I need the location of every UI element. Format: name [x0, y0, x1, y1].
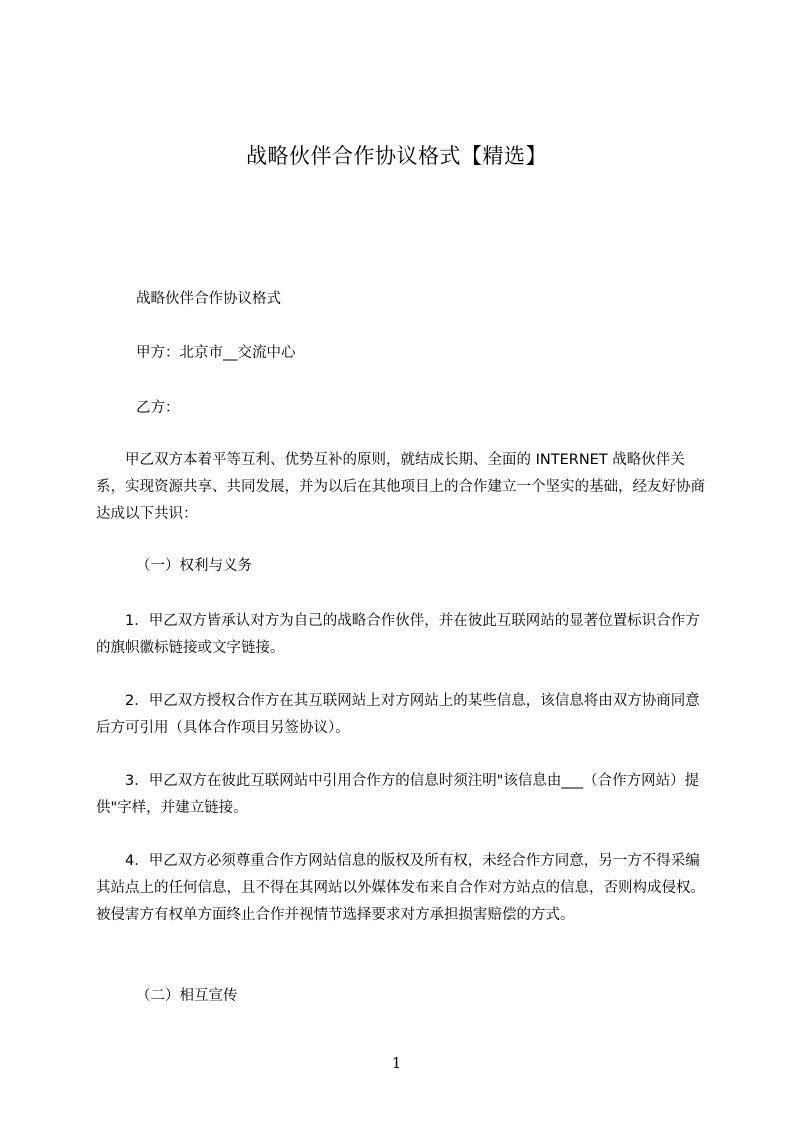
- document-title: 战略伙伴合作协议格式【精选】: [246, 144, 547, 168]
- clause-4-paragraph: 4．甲乙双方必须尊重合作方网站信息的版权及所有权，未经合作方同意，另一方不得采编其站点上的任何信息，且不得在其网站以外媒体发布来自合作对方站点的信息，否则构成侵权。被侵害方有权单方面终止合作并视情节选择要求对方承担损害赔偿的方式。: [96, 853, 705, 923]
- intro-paragraph: 甲乙双方本着平等互利、优势互补的原则，就结成长期、全面的 INTERNET 战略伙伴关系，实现资源共享、共同发展，并为以后在其他项目上的合作建立一个坚实的基础，经友好协商达成以下共识：: [96, 452, 705, 522]
- party-a-line: 甲方：北京市__交流中心: [136, 345, 296, 361]
- section-heading-promotion: （二）相互宣传: [136, 988, 238, 1004]
- section-heading-rights: （一）权利与义务: [136, 558, 252, 574]
- clause-1-paragraph: 1．甲乙双方皆承认对方为自己的战略合作伙伴，并在彼此互联网站的显著位置标识合作方的旗帜徽标链接或文字链接。: [96, 613, 700, 656]
- page-number: 1: [391, 1054, 402, 1072]
- party-b-line: 乙方：: [136, 400, 180, 416]
- clause-3-paragraph: 3．甲乙双方在彼此互联网站中引用合作方的信息时须注明"该信息由___（合作方网站）提供"字样，并建立链接。: [96, 773, 700, 816]
- clause-2-paragraph: 2．甲乙双方授权合作方在其互联网站上对方网站上的某些信息，该信息将由双方协商同意后方可引用（具体合作项目另签协议）。: [96, 693, 700, 736]
- document-subtitle: 战略伙伴合作协议格式: [136, 291, 281, 307]
